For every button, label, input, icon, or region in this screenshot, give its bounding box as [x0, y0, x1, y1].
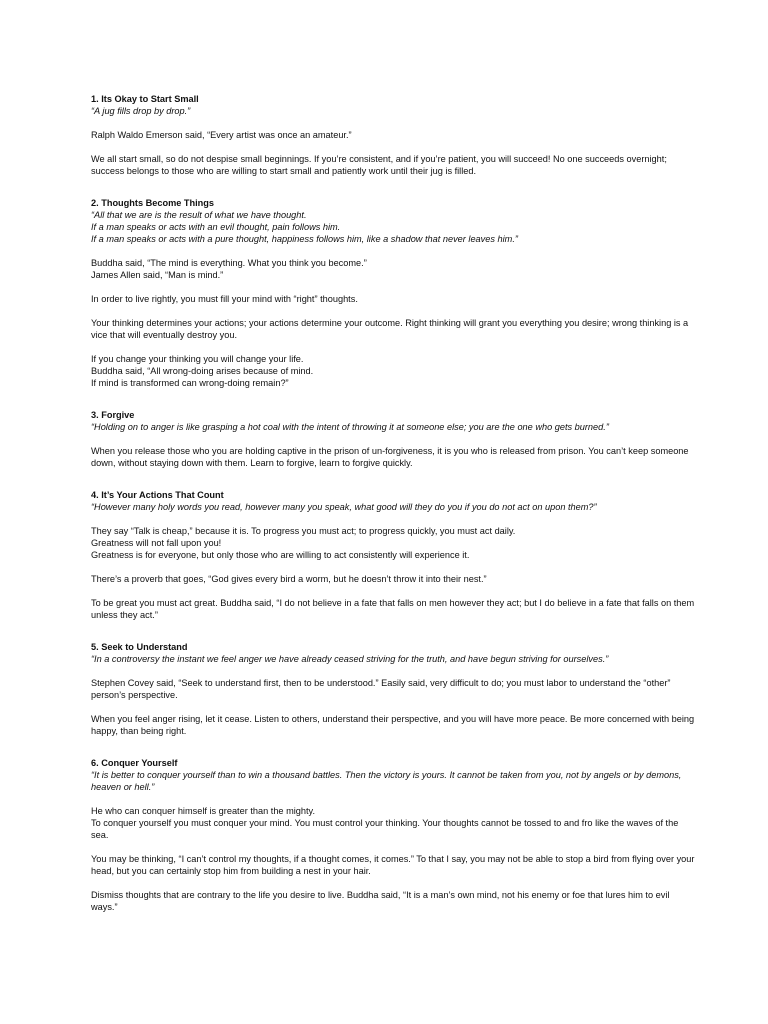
paragraph-line: To be great you must act great. Buddha said, “I do not believe in a fate that falls on men however they act; but I do believe in a fate that falls on them unless they act.” — [91, 598, 695, 620]
paragraph — [91, 597, 698, 621]
section-quote — [91, 421, 698, 433]
section-3 — [91, 409, 698, 469]
quote-line: “All that we are is the result of what we have thought. — [91, 210, 307, 220]
quote-line: “In a controversy the instant we feel anger we have already ceased striving for the truth, and have begun striving for ourselves.” — [91, 654, 609, 664]
paragraph-line: There’s a proverb that goes, “God gives every bird a worm, but he doesn’t throw it into their nest.” — [91, 574, 487, 584]
paragraph-line: Stephen Covey said, “Seek to understand first, then to be understood.” Easily said, very difficult to do; you must labor to understand the “other” person’s perspective. — [91, 678, 671, 700]
section-heading: 4. It’s Your Actions That Count — [91, 490, 224, 500]
section-5 — [91, 641, 698, 737]
section-6 — [91, 757, 698, 913]
paragraph-line: In order to live rightly, you must fill your mind with “right” thoughts. — [91, 294, 358, 304]
paragraph-line: Ralph Waldo Emerson said, “Every artist was once an amateur.” — [91, 130, 352, 140]
quote-line: “A jug fills drop by drop.” — [91, 106, 191, 116]
paragraph-line: If mind is transformed can wrong-doing remain?” — [91, 378, 289, 388]
paragraph-line: James Allen said, “Man is mind.” — [91, 270, 224, 280]
section-quote — [91, 769, 698, 793]
quote-line: If a man speaks or acts with an evil thought, pain follows him. — [91, 222, 341, 232]
section-heading: 1. Its Okay to Start Small — [91, 94, 199, 104]
paragraph — [91, 573, 698, 585]
paragraph — [91, 853, 698, 877]
paragraph-line: You may be thinking, “I can’t control my thoughts, if a thought comes, it comes.” To that I say, you may not be able to stop a bird from flying over your head, but you can certainly stop him from building a nest in your hair. — [91, 854, 695, 876]
paragraph — [91, 353, 698, 389]
quote-line: “It is better to conquer yourself than to win a thousand battles. Then the victory is yours. It cannot be taken from you, not by angels or by demons, heaven or hell.” — [91, 770, 682, 792]
paragraph-line: When you release those who you are holding captive in the prison of un-forgiveness, it is you who is released from prison. You can’t keep someone down, without staying down with them. Learn to forgive, learn to forgive quickly. — [91, 446, 689, 468]
paragraph — [91, 889, 698, 913]
section-quote — [91, 209, 698, 245]
section-heading: 5. Seek to Understand — [91, 642, 188, 652]
paragraph-line: Greatness is for everyone, but only those who are willing to act consistently will experience it. — [91, 550, 470, 560]
paragraph-line: Greatness will not fall upon you! — [91, 538, 222, 548]
quote-line: If a man speaks or acts with a pure thought, happiness follows him, like a shadow that never leaves him.” — [91, 234, 518, 244]
paragraph — [91, 713, 698, 737]
quote-line: “However many holy words you read, however many you speak, what good will they do you if you do not act on upon them?” — [91, 502, 597, 512]
section-heading: 3. Forgive — [91, 410, 135, 420]
paragraph — [91, 677, 698, 701]
section-quote — [91, 653, 698, 665]
paragraph-line: They say “Talk is cheap,” because it is. To progress you must act; to progress quickly, you must act daily. — [91, 526, 516, 536]
quote-line: “Holding on to anger is like grasping a hot coal with the intent of throwing it at someone else; you are the one who gets burned.” — [91, 422, 609, 432]
paragraph-line: Buddha said, “The mind is everything. What you think you become.” — [91, 258, 367, 268]
paragraph — [91, 525, 698, 561]
paragraph-line: He who can conquer himself is greater than the mighty. — [91, 806, 316, 816]
paragraph-line: If you change your thinking you will change your life. — [91, 354, 304, 364]
paragraph — [91, 153, 698, 177]
paragraph-line: We all start small, so do not despise small beginnings. If you’re consistent, and if you’re patient, you will succeed! No one succeeds overnight; success belongs to those who are willing to start small and patiently work until their jug is filled. — [91, 154, 667, 176]
paragraph-line: When you feel anger rising, let it cease. Listen to others, understand their perspective, and you will have more peace. Be more concerned with being happy, than being right. — [91, 714, 695, 736]
section-2 — [91, 197, 698, 389]
paragraph — [91, 129, 698, 141]
paragraph — [91, 317, 698, 341]
paragraph-line: Dismiss thoughts that are contrary to the life you desire to live. Buddha said, “It is a man’s own mind, not his enemy or foe that lures him to evil ways.” — [91, 890, 670, 912]
paragraph — [91, 257, 698, 281]
paragraph — [91, 293, 698, 305]
section-quote — [91, 105, 698, 117]
paragraph-line: Buddha said, “All wrong-doing arises because of mind. — [91, 366, 314, 376]
section-heading: 6. Conquer Yourself — [91, 758, 178, 768]
section-heading: 2. Thoughts Become Things — [91, 198, 215, 208]
paragraph-line: Your thinking determines your actions; your actions determine your outcome. Right thinking will grant you everything you desire; wrong thinking is a vice that will eventually destroy you. — [91, 318, 689, 340]
paragraph-line: To conquer yourself you must conquer your mind. You must control your thinking. Your thoughts cannot be tossed to and fro like the waves of the sea. — [91, 818, 679, 840]
section-1 — [91, 93, 698, 177]
section-quote — [91, 501, 698, 513]
section-4 — [91, 489, 698, 621]
paragraph — [91, 805, 698, 841]
paragraph — [91, 445, 698, 469]
